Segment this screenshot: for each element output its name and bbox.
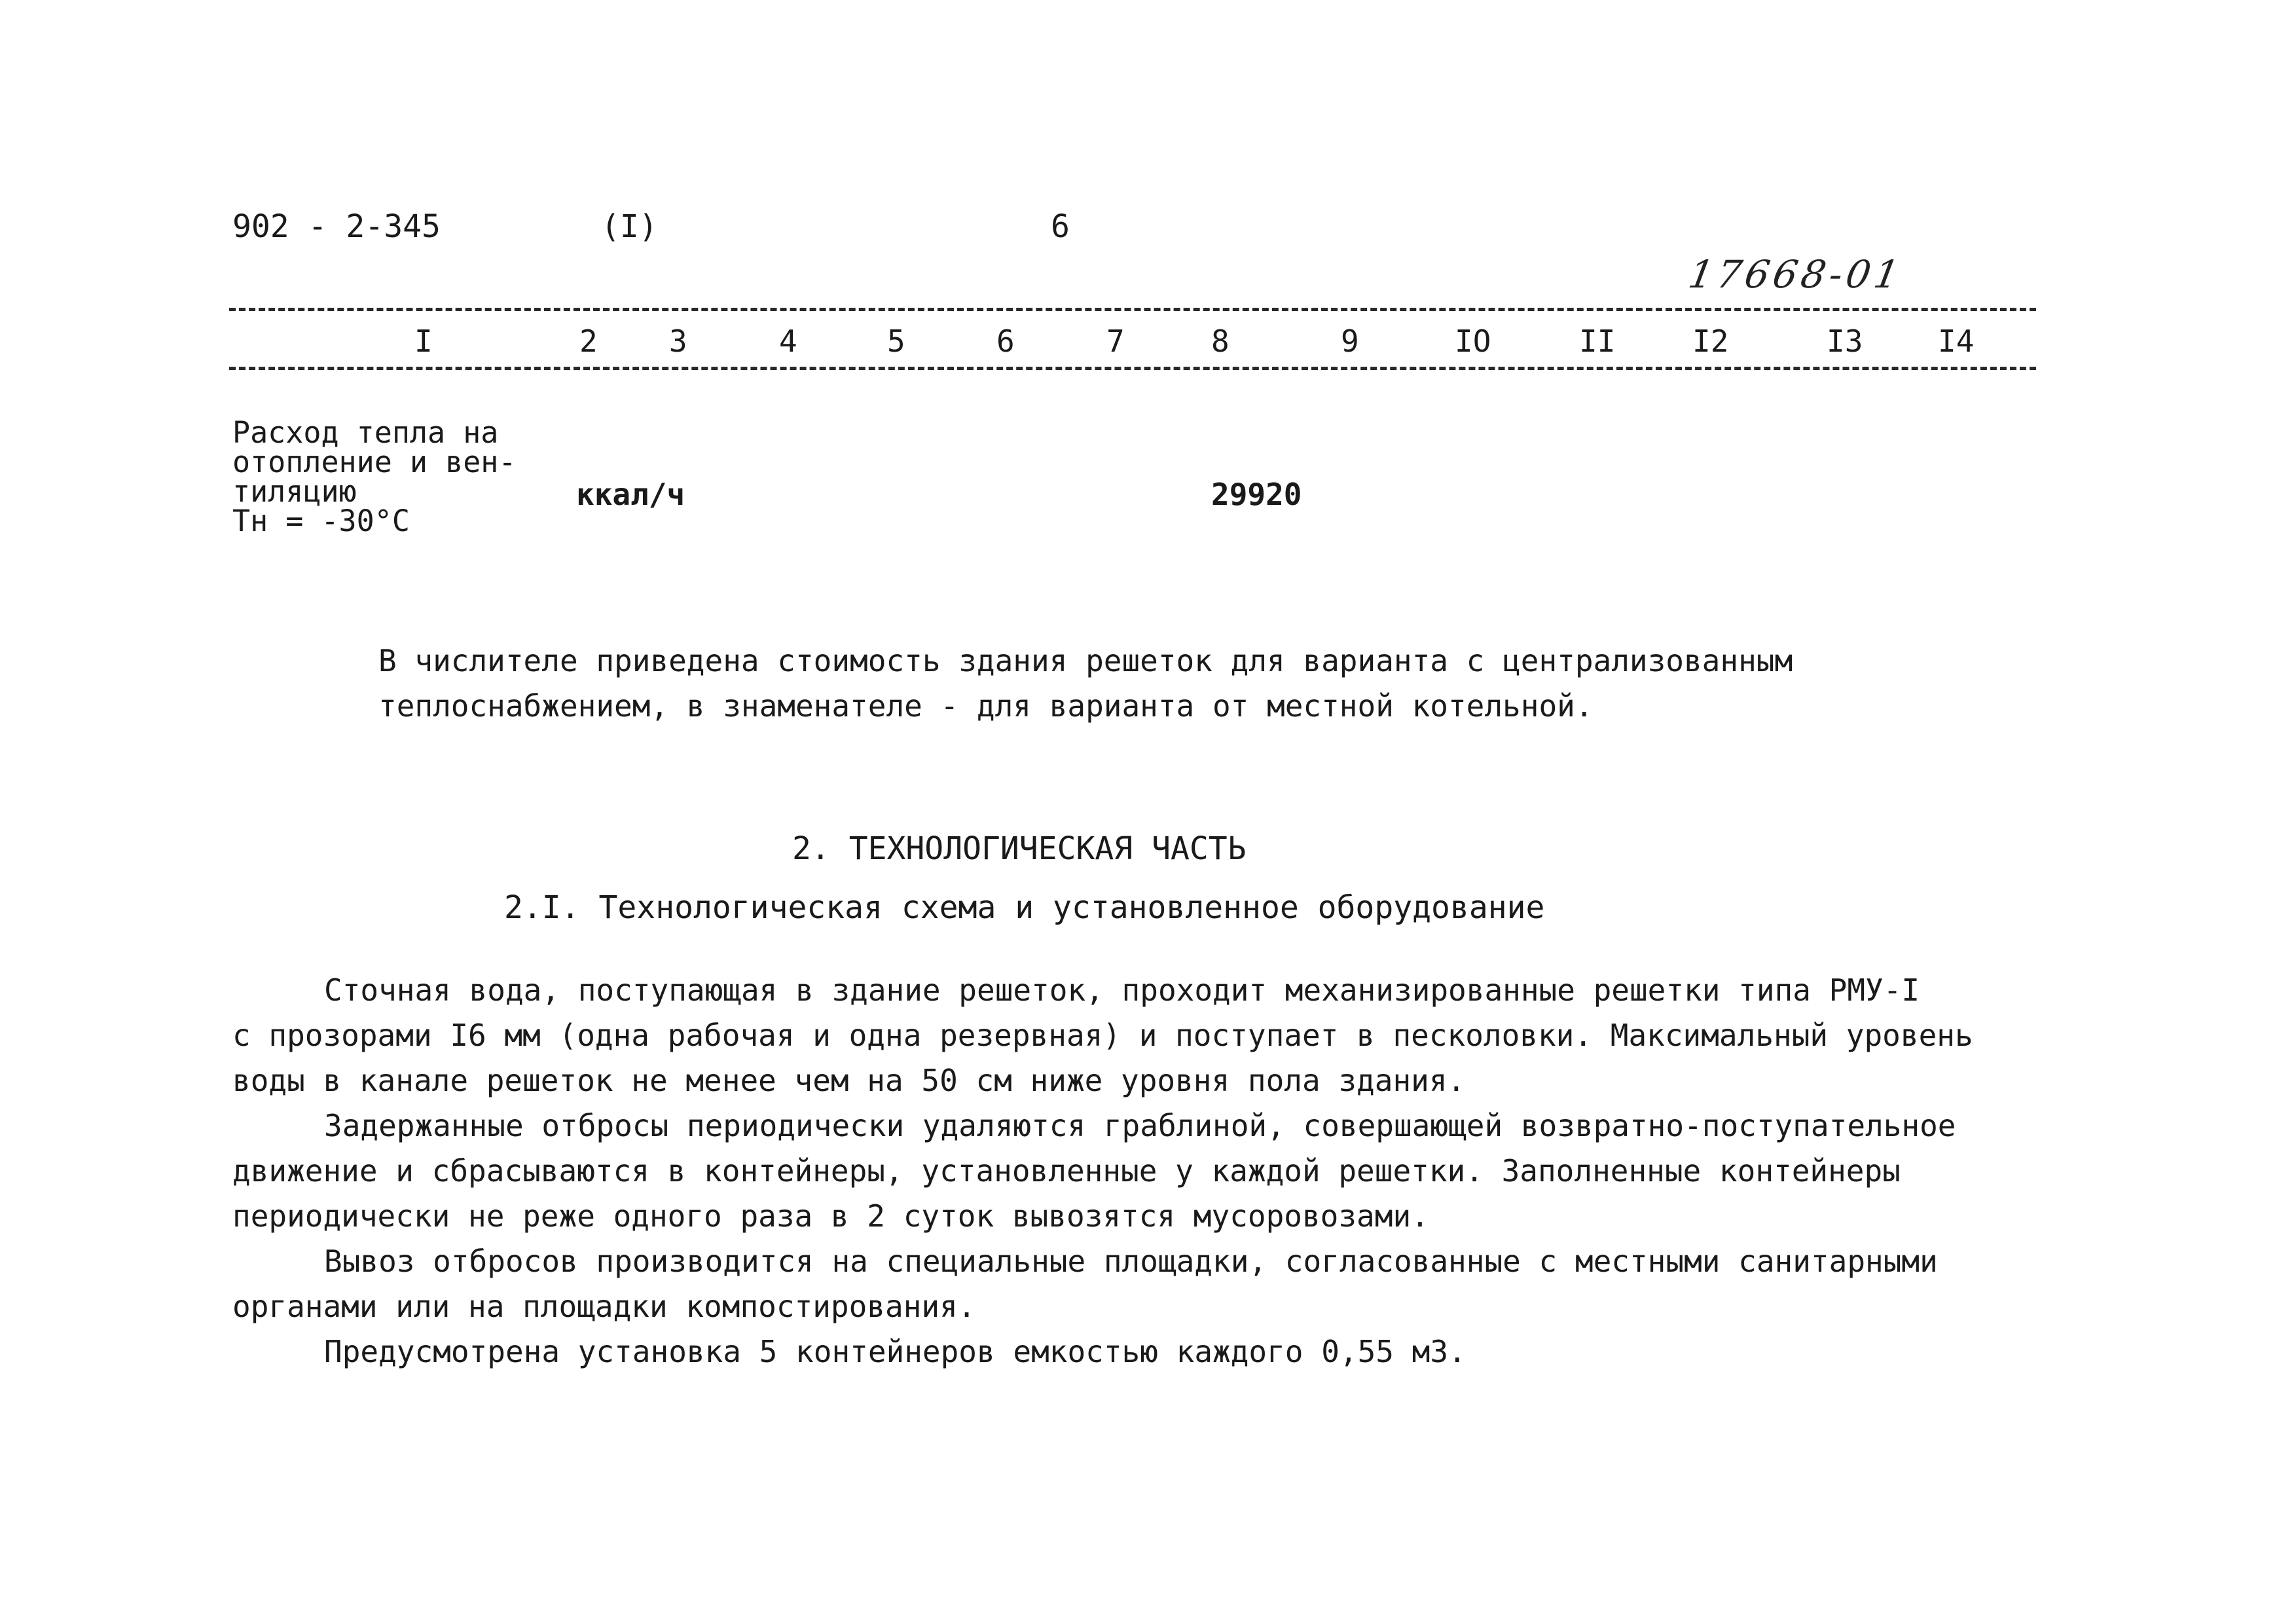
column-number: I2 bbox=[1692, 323, 1729, 359]
body-line: Предусмотрена установка 5 контейнеров емкостью каждого 0,55 м3. bbox=[324, 1334, 1467, 1369]
column-number: 9 bbox=[1341, 323, 1359, 359]
column-number: 5 bbox=[887, 323, 905, 359]
row-label-line: отопление и вен- bbox=[232, 445, 517, 479]
row-label bbox=[232, 415, 517, 538]
section-subtitle: 2.I. Технологическая схема и установленное оборудование bbox=[504, 889, 1545, 926]
row-label-line: тиляцию bbox=[232, 474, 357, 509]
body-line: периодически не реже одного раза в 2 суток вывозятся мусоровозами. bbox=[232, 1198, 1429, 1234]
note-line: В числителе приведена стоимость здания решеток для варианта с централизованным bbox=[378, 643, 1793, 678]
section-title: 2. ТЕХНОЛОГИЧЕСКАЯ ЧАСТЬ bbox=[792, 830, 1247, 867]
column-number: 8 bbox=[1211, 323, 1230, 359]
note-line: теплоснабжением, в знаменателе - для варианта от местной котельной. bbox=[378, 688, 1594, 724]
part-number: (I) bbox=[601, 208, 658, 245]
body-line: Задержанные отбросы периодически удаляются граблиной, совершающей возвратно-поступательное bbox=[324, 1108, 1956, 1143]
document-code: 902 - 2-345 bbox=[232, 208, 441, 245]
column-number: 3 bbox=[669, 323, 687, 359]
body-line: движение и сбрасываются в контейнеры, установленные у каждой решетки. Заполненные контейнеры bbox=[232, 1153, 1901, 1189]
body-line: Сточная вода, поступающая в здание решеток, проходит механизированные решетки типа РМУ-I bbox=[324, 972, 1920, 1008]
row-unit: ккал/ч bbox=[576, 477, 685, 512]
column-number: 7 bbox=[1106, 323, 1125, 359]
row-label-line: Тн = -30°С bbox=[232, 504, 410, 538]
column-number: 2 bbox=[579, 323, 598, 359]
column-number: I4 bbox=[1938, 323, 1975, 359]
row-value: 29920 bbox=[1211, 477, 1302, 512]
column-number: I bbox=[414, 323, 433, 359]
column-number: IO bbox=[1455, 323, 1491, 359]
body-line: воды в канале решеток не менее чем на 50 см ниже уровня пола здания. bbox=[232, 1063, 1466, 1098]
body-line: органами или на площадки компостирования. bbox=[232, 1289, 976, 1324]
body-line: Вывоз отбросов производится на специальные площадки, согласованные с местными санитарными bbox=[324, 1244, 1938, 1279]
table-top-rule bbox=[229, 308, 2036, 311]
page-number: 6 bbox=[1051, 208, 1070, 245]
body-line: с прозорами I6 мм (одна рабочая и одна резервная) и поступает в песколовки. Максимальный уровень bbox=[232, 1018, 1973, 1053]
table-header-bottom-rule bbox=[229, 367, 2036, 370]
column-number: II bbox=[1579, 323, 1616, 359]
column-number: 6 bbox=[996, 323, 1015, 359]
column-number: 4 bbox=[779, 323, 797, 359]
column-number: I3 bbox=[1827, 323, 1863, 359]
handwritten-archive-number: 17668-01 bbox=[1685, 252, 1906, 297]
row-label-line: Расход тепла на bbox=[232, 415, 499, 450]
